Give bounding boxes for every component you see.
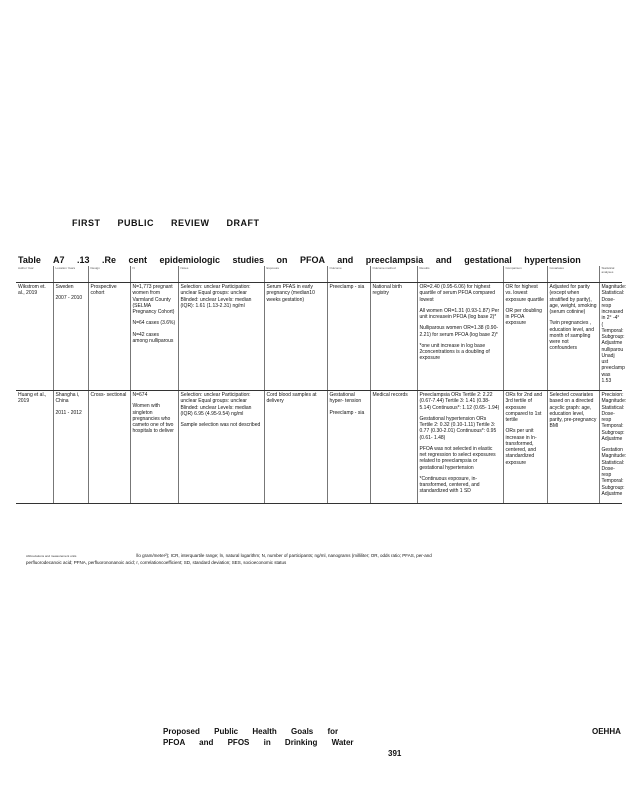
footnote-line-2: perfluorodecanoic acid; PFNA, perfluorononanoic acid; r, correlationcoefficient; SD, standard deviation; SES, socioeconomic status [26, 559, 287, 565]
cell-paragraph: OR for highest vs. lowest exposure quartile [505, 284, 544, 303]
cell-paragraph: Huang et al., 2019 [18, 392, 47, 405]
cell-paragraph: N=1,773 pregnant women from Varmland County (SELMA Pregnancy Cohort) [132, 284, 175, 315]
table-footnote [26, 553, 626, 567]
cell-paragraph: *Continuous exposure, in- transformed, centered, and standardized with 1 SD [419, 475, 480, 495]
column-header: Comparison [503, 266, 547, 283]
column-header: N [130, 266, 178, 283]
cell-paragraph: ORs for 2nd and 3rd tertile of exposure compared to 1st tertile [505, 392, 543, 423]
table-cell [130, 391, 178, 504]
column-header: Design [88, 266, 130, 283]
table-cell [327, 391, 370, 504]
cell-paragraph: ORs per unit increase in ln- transformed, centered, and standardized exposure [505, 428, 537, 466]
cell-paragraph: *one unit increase in log base 2concentrations is a doubling of exposure [419, 342, 490, 362]
table-cell [88, 283, 130, 391]
table-row [16, 391, 622, 504]
draft-header: FIRST PUBLIC REVIEW DRAFT [72, 218, 260, 228]
footer-agency: OEHHA [592, 727, 621, 736]
column-header: Location Years [53, 266, 88, 283]
table-cell [370, 283, 417, 391]
column-header: Outcome method [370, 266, 417, 283]
cell-paragraph: Sample selection was not described [180, 422, 261, 428]
table-cell [16, 391, 53, 504]
cell-paragraph: N=42 cases among nulliparous [132, 331, 174, 344]
cell-paragraph: Women with singleton pregnancies who cameto one of two hospitals to deliver [132, 403, 174, 435]
footnote-lead: Abbreviations and measurement units [26, 554, 77, 558]
page-number: 391 [388, 749, 402, 758]
cell-paragraph: PFOA was not selected in elastic net regression to select exposures related to preeclampsia or gestational hypertension [419, 445, 496, 471]
column-header: Statistical analyses [599, 266, 622, 283]
table-cell [264, 283, 327, 391]
cell-paragraph: Medical records [372, 392, 408, 398]
column-header: Covariates [547, 266, 599, 283]
table-cell [88, 391, 130, 504]
table-cell [599, 283, 626, 391]
cell-paragraph: All women OR=1.31 (0.93-1.87) Per unit increasein PFOA (log base 2)* [419, 307, 500, 320]
footer-title-line-1: Proposed Public Health Goals for [163, 727, 339, 736]
table-cell [16, 283, 53, 391]
cell-paragraph: N=674 [132, 392, 148, 398]
cell-paragraph: Selection: unclear Participation: unclear Equal groups: unclear Blinded: unclear Levels: median (IQR): 1.61 (1.13-2.31) ng/ml [180, 284, 252, 309]
cell-paragraph: Cord blood samples at delivery [266, 392, 317, 405]
cell-paragraph: Prospective cohort [90, 284, 117, 297]
table-cell [503, 391, 547, 504]
table-cell [417, 283, 503, 391]
cell-paragraph: Cross- sectional [90, 392, 127, 398]
table-row [16, 283, 622, 391]
cell-paragraph: OR=2.40 (0.95-6.06) for highest quartile of serum PFOA compared lowest [419, 284, 496, 303]
cell-paragraph: Wikstrom et. al., 2019 [18, 284, 46, 297]
cell-paragraph: Twin pregnancies , education level, and month of sampling were not confounders [549, 320, 594, 352]
table-cell [53, 391, 88, 504]
table-cell [417, 391, 503, 504]
column-header: Author Year [16, 266, 53, 283]
cell-paragraph: Gestational hypertension ORs Tertile 2: 0.32 (0.10-1.11) Tertile 3: 0.77 (0.30-2.01) Continuous*: 0.95 (0.61- 1.48) [419, 415, 497, 441]
cell-paragraph: Precision: Magnitude: Statistical: Dose-resp Temporal: Subgroup: Adjustme [601, 392, 626, 442]
cell-paragraph: N=64 cases (3.6%) [132, 320, 176, 327]
column-header: Outcome [327, 266, 370, 283]
cell-paragraph: OR per doubling in PFOA exposure [505, 307, 542, 327]
table-cell [178, 391, 264, 504]
table-header-row [16, 266, 622, 283]
cell-paragraph: 2011 - 2012 [55, 409, 82, 416]
cell-paragraph: Shangha i, China [55, 392, 80, 405]
table-cell [370, 391, 417, 504]
cell-paragraph: Selection: unclear Participation: unclear Equal groups: unclear Blinded: unclear Levels: median (IQR) 6.95 (4.95-9.54) ng/ml [180, 392, 252, 417]
table-body [16, 283, 626, 504]
table-cell [53, 283, 88, 391]
column-header: Exposure [264, 266, 327, 283]
cell-paragraph: Sweden [55, 284, 74, 290]
table-cell [264, 391, 327, 504]
cell-paragraph: Gestation Magnitude: Statistical: Dose-resp Temporal: Subgroup: Adjustme [601, 447, 626, 497]
cell-paragraph: Nulliparous women OR=1.38 (0.90-2.21) for serum PFOA (log base 2)* [419, 325, 499, 338]
study-table [16, 266, 626, 504]
table-cell [547, 391, 599, 504]
table-cell [503, 283, 547, 391]
table-caption: Table A7 .13 .Re cent epidemiologic studies on PFOA and preeclampsia and gestational hypertension [18, 255, 581, 265]
table-cell [130, 283, 178, 391]
cell-paragraph: Adjusted for parity (except when stratified by parity), age, weight, smoking (serum cotinine) [549, 284, 597, 315]
cell-paragraph: Gestational hyper- tension [329, 392, 362, 405]
cell-paragraph: Selected covariates based on a directed acyclic graph: age, education level, parity, pre-pregnancy BMI [549, 392, 597, 430]
cell-paragraph: Preeclamp - sia [329, 409, 365, 416]
cell-paragraph: 2007 - 2010 [55, 295, 83, 302]
footer-title-line-2: PFOA and PFOS in Drinking Water [163, 738, 354, 747]
cell-paragraph: Magnitude: Statistical: Dose-resp increased in 2° -4° ( Temporal: Subgroup: Adjustme nulliparou Unadj ust preeclamp was 1.53 [601, 284, 626, 384]
table-cell [547, 283, 599, 391]
cell-paragraph: National birth registry [372, 284, 402, 297]
column-header: Notes [178, 266, 264, 283]
column-header: Results [417, 266, 503, 283]
table-cell [327, 283, 370, 391]
cell-paragraph: Serum PFAS in early pregnancy (median10 weeks gestation) [266, 284, 315, 303]
footnote-line-1: llo gram/meter²); ICR, interquartile range; ln, natural logarithm; N, number of participants; ng/ml, nanograms (milliliter; OR, odds ratio; PFAS, per-and [136, 553, 432, 558]
table-cell [178, 283, 264, 391]
cell-paragraph: Preeclampsia ORs Tertile 2: 2.22 (0.67-7.44) Tertile 3: 1.41 (0.38-5.14) Continuous*: 1.12 (0.65- 1.94) [419, 392, 500, 411]
table-cell [599, 391, 626, 504]
cell-paragraph: Preeclamp - sia [329, 284, 365, 290]
